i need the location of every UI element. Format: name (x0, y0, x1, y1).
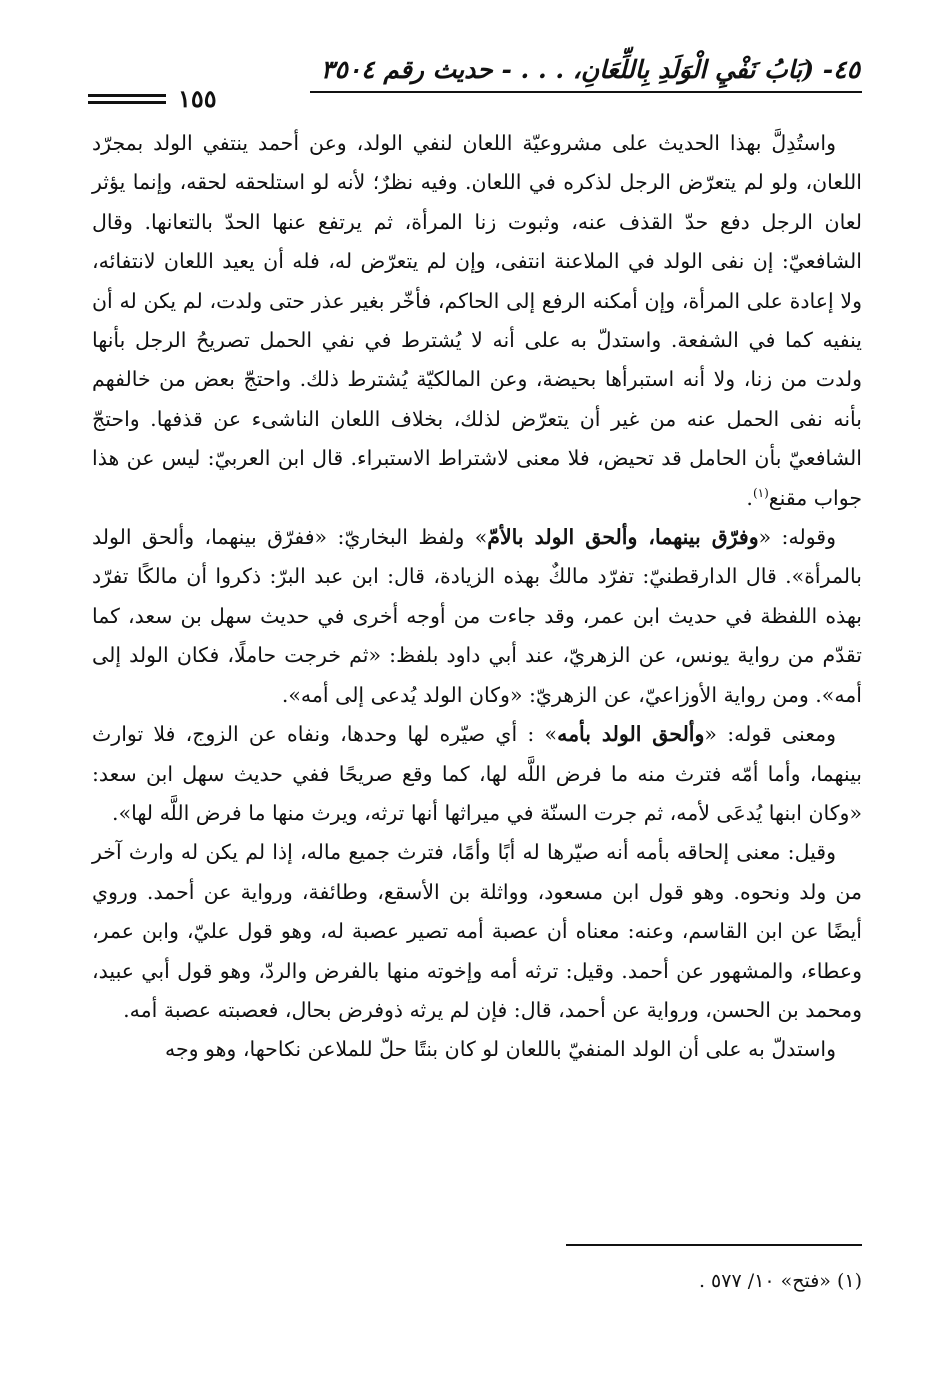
header-rule (310, 91, 862, 93)
paragraph-2-quote: وفرّق بينهما، وألحق الولد بالأمّ (487, 525, 759, 550)
paragraph-2-lead: وقوله: « (758, 525, 836, 550)
paragraph-5: واستدلّ به على أن الولد المنفيّ باللعان لو كان بنتًا حلّ للملاعن نكاحها، وهو وجه (164, 1037, 836, 1062)
paragraph-3-quote: وألحق الولد بأمه (557, 722, 705, 747)
running-header-title: ٤٥- (بَابُ نَفْيِ الْوَلَدِ بِاللِّعَانِ، . . . - حديث رقم ٣٥٠٤ (320, 55, 860, 84)
body-text (92, 124, 862, 1070)
paragraph-1-text: واستُدِلَّ بهذا الحديث على مشروعيّة اللعان لنفي الولد، وعن أحمد ينتفي الولد بمجرّد اللعان، ولو لم يتعرّض الرجل لذكره في اللعان. وفيه نظرٌ؛ لأنه لو استلحقه لحقه، وإنما يؤثر لعان الرجل دفع حدّ القذف عنه، وثبوت زنا المرأة، ثم يرتفع عنها الحدّ بالتعانها. وقال الشافعيّ: إن نفى الولد في الملاعنة انتفى، وإن لم يتعرّض له، فله أن يعيد اللعان لانتفائه، ولا إعادة على المرأة، وإن أمكنه الرفع إلى الحاكم، فأخّر بغير عذر حتى ولدت، لم يكن له أن ينفيه كما في الشفعة. واستدلّ به على أنه لا يُشترط في نفي الحمل تصريحُ الرجل بأنها ولدت من زنا، ولا أنه استبرأها بحيضة، وعن المالكيّة يُشترط ذلك. واحتجّ بعض من خالفهم بأنه نفى الحمل عنه من غير أن يتعرّض لذلك، بخلاف اللعان الناشىء عن قذفها. واحتجّ الشافعيّ بأن الحامل قد تحيض، فلا معنى لاشتراط الاستبراء. قال ابن العربيّ: ليس عن هذا جواب مقنع (92, 131, 862, 510)
footnote: (١) «فتح» ١٠/ ٥٧٧ . (698, 1270, 862, 1292)
paragraph-3-lead: ومعنى قوله: « (704, 722, 836, 747)
paragraph-3 (92, 715, 862, 833)
paragraph-1-end: . (746, 485, 753, 510)
footnote-ref: (١) (752, 485, 769, 500)
paragraph-4: وقيل: معنى إلحاقه بأمه أنه صيّرها له أبًا وأمًا، فترث جميع ماله، إذا لم يكن له وارث آخر من ولد ونحوه. وهو قول ابن مسعود، وواثلة بن الأسقع، وطائفة، ورواية عن أحمد. وروي أيضًا عن ابن القاسم، وعنه: معناه أن عصبة أمه تصير عصبة له، وهو قول عليّ، وابن عمر، وعطاء، والمشهور عن أحمد. وقيل: ترثه أمه وإخوته منها بالفرض والردّ، وهو قول أبي عبيد، ومحمد بن الحسن، ورواية عن أحمد، قال: فإن لم يرثه ذوفرض بحال، فعصبته عصبة أمه. (92, 840, 862, 1022)
footnote-rule (566, 1244, 862, 1246)
paragraph-3-text: » : أي صيّره لها وحدها، ونفاه عن الزوج، فلا توارث بينهما، وأما أمّه فترث منه ما فرض اللَّه لها، كما وقع صريحًا ففي حديث سهل ابن سعد: «وكان ابنها يُدعَى لأمه، ثم جرت السنّة في ميراثها أنها ترثه، ويرث منها ما فرض اللَّه لها». (92, 722, 862, 825)
paragraph-1 (92, 124, 862, 518)
paragraph-2-text: » ولفظ البخاريّ: «ففرّق بينهما، وألحق الولد بالمرأة». قال الدارقطنيّ: تفرّد مالكٌ بهذه الزيادة، قال: ابن عبد البرّ: ذكروا أن مالكًا تفرّد بهذه اللفظة في حديث ابن عمر، وقد جاءت من أوجه أخرى في حديث سهل بن سعد، كما تقدّم من رواية يونس، عن الزهريّ، عند أبي داود بلفظ: «ثم خرجت حاملًا، فكان الولد إلى أمه». ومن رواية الأوزاعيّ، عن الزهريّ: «وكان الولد يُدعى إلى أمه». (92, 525, 862, 707)
paragraph-2 (92, 518, 862, 715)
page-number: ١٥٥ (178, 84, 217, 113)
page-number-bars (88, 94, 166, 106)
